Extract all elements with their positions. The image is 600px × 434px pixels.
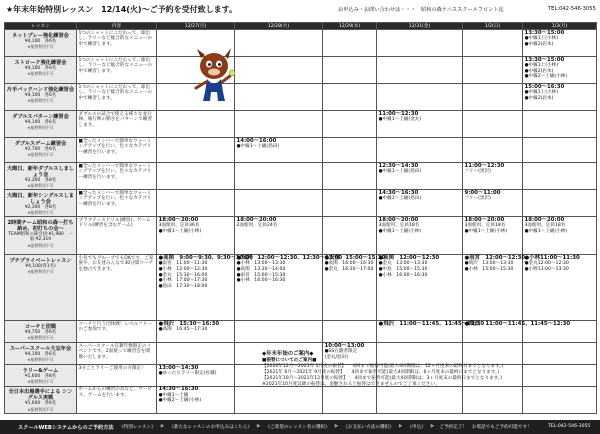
lesson-name: コーチと団戦 xyxy=(24,323,57,330)
session-line: ●高関 16:00～16:30 xyxy=(324,261,374,267)
session-line: (金丸/島田) xyxy=(324,355,349,361)
footer-label: スクールWEBシステムからのご予約方法 xyxy=(18,425,114,431)
session-line: ●小林 17:00～17:30 xyxy=(158,278,208,284)
lesson-cell xyxy=(5,190,77,217)
lesson-name: ダブルスパターン練習会 xyxy=(12,113,69,120)
lesson-price: ¥2,700 各6名 xyxy=(24,146,57,152)
session-cell xyxy=(157,163,235,190)
session-line: ●中級1上(小林) xyxy=(524,90,558,96)
session-line: ●金丸 13:00～13:30 xyxy=(378,261,428,267)
session-cell xyxy=(235,30,323,57)
session-line: 13:00～14:30 xyxy=(158,364,199,371)
lesson-price: ¥4,100 各6名 xyxy=(24,65,57,71)
lesson-description: ■全ったメンバーで簡単なウォーミングアップを行い、色々なカテゴリー練習を行います。 xyxy=(77,163,157,190)
lesson-price: ¥2,300 各8名 xyxy=(24,204,57,210)
session-cell[interactable] xyxy=(463,320,571,343)
header-row xyxy=(5,23,597,30)
lesson-note: ※振替利用不可 xyxy=(27,269,54,275)
header xyxy=(0,0,600,20)
session-cell[interactable] xyxy=(157,386,235,413)
lesson-price: ¥4,100 各6名 xyxy=(24,38,57,44)
step-apply[interactable]: 《申込》 xyxy=(407,425,426,430)
session-cell xyxy=(323,57,377,84)
column-header: 1/3(月) xyxy=(523,23,597,30)
session-line: ●小林 12:00～12:30 xyxy=(158,267,208,273)
lesson-price: ¥2,300 各8名 xyxy=(24,177,57,183)
session-line: ●高関 13:30～14:00 xyxy=(236,267,286,273)
session-line: 3面使用、定員18名 xyxy=(378,223,420,229)
lesson-cell xyxy=(5,386,77,413)
session-line: 3面使用、定員36名 xyxy=(158,223,200,229)
session-line: ●飛沢 15:30～16:30 xyxy=(158,320,220,327)
session-line: ●雨宮 15:00～15:30 xyxy=(236,272,286,278)
session-line: フリー(黒沢) xyxy=(464,196,491,202)
session-line: ●雨宮 11:00～11:30 xyxy=(158,261,208,267)
session-cell[interactable] xyxy=(235,254,343,321)
session-line: 18:00～20:00 xyxy=(378,216,419,223)
session-cell[interactable] xyxy=(235,138,323,163)
session-line: 10:00～13:00 xyxy=(324,342,365,349)
mascot-horn-right xyxy=(225,48,231,59)
mascot-snout xyxy=(208,69,220,76)
lesson-description: ダブルスの試合で使える様々な並行陣、雁行陣の動きをパターンで練習します。 xyxy=(77,111,157,138)
step-payment[interactable]: 《お支払い方法の選択》 xyxy=(343,425,394,430)
column-header: レッスン xyxy=(5,23,77,30)
session-line: ●高関 9:00～9:30、9:30～10:00 xyxy=(158,254,253,261)
session-cell xyxy=(463,138,523,163)
lesson-row xyxy=(5,30,597,57)
lesson-row xyxy=(5,84,597,111)
session-line: ●中島 15:00～15:30 xyxy=(378,267,428,273)
session-line: ●小林 16:00～16:30 xyxy=(236,278,286,284)
lesson-description: 3分ごとラリーご使用の方限定！ xyxy=(77,365,157,386)
session-cell xyxy=(323,190,377,217)
lesson-name: プチプライベートレッスン xyxy=(9,257,72,264)
lesson-row xyxy=(5,163,597,190)
lesson-price: ¥4,100 各6名 xyxy=(24,119,57,125)
lesson-note: ※振替利用不可 xyxy=(27,71,54,77)
lesson-description: 1つのショットにこだわって、球出し、ラリーなど総合的なメニューの中で練習します。 xyxy=(77,57,157,84)
session-cell[interactable] xyxy=(157,365,235,386)
session-line: ●中級2(岩本) xyxy=(524,95,554,101)
session-cell xyxy=(235,321,323,343)
session-cell xyxy=(463,111,523,138)
step-phone-note: お電話でもご予約可能です！ xyxy=(471,425,532,430)
session-cell[interactable] xyxy=(523,30,597,57)
session-cell xyxy=(235,57,323,84)
lesson-price: TEAM昭和の森会員:¥1,980 一般:¥2,310 xyxy=(8,231,73,243)
session-line: ●中級1～上級 xyxy=(158,392,189,398)
session-cell[interactable] xyxy=(157,254,253,321)
step-special-lesson[interactable]: 《特別レッスン》 xyxy=(119,425,156,430)
lesson-cell xyxy=(5,217,77,255)
info-subtitle: ■振替についてのご案内■ xyxy=(262,358,317,363)
lesson-name: 大晦日、新年シングルスしましょう会 xyxy=(7,192,74,205)
session-line: 18:00～20:00 xyxy=(236,216,277,223)
lesson-price: ¥4,100(各1名) xyxy=(25,263,56,269)
session-cell xyxy=(235,163,323,190)
session-line: ●中級1～上級(島田) xyxy=(378,169,422,175)
session-line: ●高関 16:45～17:30 xyxy=(158,327,208,333)
lesson-name: 大晦日、新年ダブルスしましょう会 xyxy=(6,165,75,178)
session-cell xyxy=(523,163,597,190)
session-cell xyxy=(463,30,523,57)
mascot-leg-left xyxy=(203,92,211,101)
session-cell[interactable] xyxy=(463,254,526,321)
session-line: ●中級2～上級(小林) xyxy=(524,74,568,80)
column-header: 12/27(月) xyxy=(157,23,235,30)
info-line: ※2021年10月度以降の振替は、退勤されると振替はできませんのでご了承ください。 xyxy=(262,382,440,387)
lesson-cell xyxy=(5,84,77,111)
mascot-leg-right xyxy=(217,92,225,101)
session-cell xyxy=(523,138,597,163)
step-new-lesson[interactable]: 《新たなレッスンのお申込みはこちら》 xyxy=(169,425,252,430)
session-cell xyxy=(323,111,377,138)
session-cell[interactable] xyxy=(463,217,523,255)
session-cell[interactable] xyxy=(463,190,523,217)
session-cell xyxy=(157,343,235,365)
session-line: ●中級1～上級(金丸) xyxy=(378,117,422,123)
contact-phone[interactable]: TEL:042-546-3055 xyxy=(548,6,596,12)
session-cell[interactable] xyxy=(377,163,463,190)
lesson-price: ¥4,750 各6名 xyxy=(24,329,57,335)
mascot-arm-left xyxy=(196,82,206,88)
session-cell xyxy=(523,190,597,217)
lesson-note: ※振替利用不可 xyxy=(27,44,54,50)
booking-steps xyxy=(118,424,533,430)
lesson-row xyxy=(5,321,597,343)
session-cell[interactable] xyxy=(523,57,597,84)
lesson-cell xyxy=(5,343,77,365)
session-line: ●中級1～上級(小林) xyxy=(524,229,568,235)
session-cell xyxy=(235,84,323,111)
session-cell xyxy=(463,84,523,111)
session-line: 3面使用、定員18名 xyxy=(524,223,566,229)
session-cell xyxy=(235,190,323,217)
lesson-name: 全日本出場選手による シングルス実戦 xyxy=(8,389,73,402)
lesson-description: ■全ったメンバーで簡単なウォーミングアップを行い、色々なカテゴリー練習を行います。 xyxy=(77,190,157,217)
step-complete: ご予約完了！ xyxy=(439,425,467,430)
lesson-row xyxy=(5,138,597,163)
session-line: ●小野13:00～13:30 xyxy=(524,267,569,273)
lesson-price: ¥4,100 各6名 xyxy=(24,92,57,98)
column-header: 1/2(日) xyxy=(463,23,523,30)
session-line: 12:30～14:30 xyxy=(378,162,419,169)
session-cell xyxy=(157,138,235,163)
session-cell xyxy=(323,217,377,255)
session-cell xyxy=(323,138,377,163)
lesson-name: ラリー&ゲーム xyxy=(22,367,59,374)
session-cell[interactable] xyxy=(377,190,463,217)
session-cell[interactable] xyxy=(377,217,463,255)
lesson-name: 2時間チーム昭和の森～打ち納め、初打ちの会～ xyxy=(7,219,74,232)
lesson-cell xyxy=(5,365,77,386)
column-header: 12/31(金) xyxy=(377,23,463,30)
lesson-description: 小包でもグループでもOKです。ご家族や、お友達みんなで30分間コーチを独占できます。 xyxy=(77,255,157,321)
session-line: ●中級1～上級(小林) xyxy=(158,229,202,235)
session-line: ●中級1～上級(島田) xyxy=(378,196,422,202)
mascot-horn-left xyxy=(197,49,205,58)
session-line: ●中級1～上級(小林) xyxy=(378,229,422,235)
mascot-arm-right xyxy=(222,76,230,82)
lesson-note: ※振替利用不可 xyxy=(27,357,54,363)
lesson-price: ¥1,600 各8名 xyxy=(24,373,57,379)
session-line: ●飛沢 13:00～13:30 xyxy=(464,261,514,267)
mascot-illustration xyxy=(190,46,236,104)
lesson-note: ※振替利用不可 xyxy=(27,406,54,412)
session-cell[interactable] xyxy=(157,217,235,255)
lesson-row xyxy=(5,255,597,321)
info-title: ◆年末年始のご案内◆ xyxy=(262,351,314,357)
session-line: 18:00～20:00 xyxy=(464,216,505,223)
lesson-name: 片手バックハンド強化練習会 xyxy=(6,86,75,93)
session-line: 3面使用、定員18名 xyxy=(464,223,506,229)
session-line: 13:30～15:00 xyxy=(524,29,565,36)
lesson-description: コーチと行う団体戦！レベルフリーのご参加です。 xyxy=(77,321,157,343)
lesson-cell xyxy=(5,163,77,190)
session-line: ●中級2(岩本) xyxy=(524,68,554,74)
lesson-name: スーパースクール大忘年会 xyxy=(9,345,72,352)
session-line: ●中級1上(小林) xyxy=(524,63,558,69)
session-cell xyxy=(377,84,463,111)
session-line: ●小林 13:00～13:30 xyxy=(236,261,286,267)
column-header: 12/29(水) xyxy=(323,23,377,30)
footer-phone[interactable]: TEL:042-546-3055 xyxy=(548,424,591,429)
session-cell xyxy=(377,57,463,84)
lesson-cell xyxy=(5,111,77,138)
session-line: ●雨宮 12:00～12:30 xyxy=(464,254,526,261)
column-header: 12/28(火) xyxy=(235,23,323,30)
info-line: 【2021年10月～2021年12月度の振替】 4回まで振替可能(最大4回期限は、3ヶ月度末の最終日までとなります。) xyxy=(262,376,502,381)
session-line: ●高関 12:00～12:30 xyxy=(378,254,440,261)
lesson-price: ¥4,100 各6名 xyxy=(24,351,57,357)
page-title: ★年末年始特別レッスン 12/14(火)～ご予約を受付致します。 xyxy=(6,5,237,14)
tennis-ball-icon xyxy=(229,70,235,76)
step-arrow-icon: ▶ xyxy=(334,424,339,429)
session-line: ●中級1～上級(島田) xyxy=(236,144,280,150)
session-line: ●中級1～上級(小林) xyxy=(464,229,508,235)
session-line: ●小林 16:00～16:30 xyxy=(378,272,428,278)
session-cell xyxy=(463,57,523,84)
session-line: 11:00～12:30 xyxy=(464,162,505,169)
session-cell xyxy=(323,84,377,111)
lesson-note: ※振替利用不可 xyxy=(27,152,54,158)
lesson-note: ※振替利用不可 xyxy=(27,335,54,341)
session-line: ●安部 15:00～15:30 xyxy=(324,254,386,261)
lesson-row xyxy=(5,217,597,255)
lesson-row xyxy=(5,111,597,138)
session-line: ●金丸12:00～12:30 xyxy=(524,261,569,267)
session-line: 13:30～15:00 xyxy=(524,56,565,63)
lesson-row xyxy=(5,57,597,84)
session-line: ●SS在籍者限定 xyxy=(324,349,358,355)
footer-bar xyxy=(0,420,600,434)
session-line: ●中級2～上級(小林) xyxy=(158,398,202,404)
session-line: 18:00～20:00 xyxy=(524,216,565,223)
lesson-note: ※振替利用不可 xyxy=(27,98,54,104)
lesson-cell xyxy=(5,321,77,343)
session-cell xyxy=(235,111,323,138)
session-cell[interactable] xyxy=(323,254,386,321)
info-line: 【2021年 6月～2021年 9月度の振替】 4回まで振替可能(最大4回期限は、6ヶ月度末の最終日までとなります。) xyxy=(262,370,500,375)
session-line: 14:30～16:30 xyxy=(158,386,199,393)
session-line: ●金丸 15:30～16:00 xyxy=(158,272,208,278)
mascot-pupil-right xyxy=(218,63,221,66)
lesson-note: ※振替利用不可 xyxy=(27,210,54,216)
session-line: 9:00～11:00 xyxy=(464,189,501,196)
info-section xyxy=(262,351,596,417)
session-line: ●飛沢 12:00～12:30、12:30～13:00 xyxy=(236,254,343,261)
session-line: 11:00～12:30 xyxy=(378,110,419,117)
step-arrow-icon: ▶ xyxy=(398,424,403,429)
lesson-description: プラクティスドリル(練習)、ゲームドリル(練習を含むゲーム) xyxy=(77,217,157,255)
session-line: ●ゆったりラリー限定(佐藤) xyxy=(158,371,217,377)
session-line: フリー(黒沢) xyxy=(464,169,491,175)
session-line: ●金丸 16:30～17:00 xyxy=(324,267,374,273)
session-cell[interactable] xyxy=(377,320,485,343)
step-arrow-icon: ▶ xyxy=(160,424,165,429)
session-line: ●飛沢 11:00～11:45、11:45～12:30 xyxy=(378,320,485,327)
session-cell[interactable] xyxy=(523,255,597,321)
session-cell xyxy=(377,30,463,57)
lesson-cell xyxy=(5,138,77,163)
session-cell xyxy=(323,30,377,57)
session-cell[interactable] xyxy=(523,84,597,111)
session-cell xyxy=(377,138,463,163)
lesson-description: スーパースクール在籍年数限定のイベントです。2面使って練習会を開催いたします。 xyxy=(77,343,157,365)
lesson-note: ※振替利用不可 xyxy=(27,243,54,249)
session-line: 18:00～20:00 xyxy=(158,216,199,223)
session-cell[interactable] xyxy=(377,111,463,138)
lesson-row xyxy=(5,190,597,217)
column-header: 内容 xyxy=(77,23,157,30)
session-cell xyxy=(323,321,377,343)
session-line: 14:00～16:00 xyxy=(236,137,277,144)
step-arrow-icon: ▶ xyxy=(256,424,261,429)
lesson-name: ストローク強化練習会 xyxy=(14,59,67,66)
lesson-note: ※振替利用不可 xyxy=(27,125,54,131)
step-select-lesson[interactable]: 《ご希望のレッスン名の選択》 xyxy=(265,425,330,430)
lesson-description: 1つのショットにこだわって、球出し、ラリーなど総合的なメニューの中で練習します。 xyxy=(77,84,157,111)
lesson-price: ¥1,600 各6名 xyxy=(24,401,57,407)
contact-text: お申込み・お問い合わせは・・・ 昭和の森テニススクールフロント迄 xyxy=(338,7,504,13)
session-cell xyxy=(323,163,377,190)
session-line: 2面使用、定員24名 xyxy=(236,223,278,229)
step-arrow-icon: ▶ xyxy=(430,424,435,429)
session-cell xyxy=(157,190,235,217)
lesson-description: ■全ったメンバーで簡単なウォーミングアップを行い、色々なカテゴリー練習を行います。 xyxy=(77,138,157,163)
session-line: ●飛沢 11:00～11:45、11:45～12:30 xyxy=(464,320,571,327)
mascot-pupil-left xyxy=(208,63,211,66)
lesson-name: ネットプレー強化練習会 xyxy=(12,32,69,39)
mascot-body xyxy=(205,79,223,92)
session-line: 15:00～16:30 xyxy=(524,83,565,90)
lesson-cell xyxy=(5,30,77,57)
lesson-description: ホームからの練習の為など、サービス、ゲームを行います。 xyxy=(77,386,157,413)
lesson-note: ※振替利用不可 xyxy=(27,379,54,385)
info-line: 【2020年12月～2021年 5月度の振替】 4回まで振替可能(最大4回期限は、12ヶ月度末の最終日までとなります。) xyxy=(262,364,504,369)
lesson-description: 1つのショットにこだわって、球出し、ラリーなど総合的なメニューの中で練習します。 xyxy=(77,30,157,57)
lesson-cell xyxy=(5,57,77,84)
lesson-cell xyxy=(5,255,77,321)
session-line: ●島田 17:30～18:00 xyxy=(158,283,208,289)
session-cell[interactable] xyxy=(235,217,323,255)
session-line: ●小林 15:00～15:30 xyxy=(464,267,514,273)
session-cell xyxy=(157,111,235,138)
session-cell xyxy=(523,111,597,138)
session-line: ●中級2(岩本) xyxy=(524,41,554,47)
session-cell[interactable] xyxy=(157,321,235,343)
session-line: 14:30～16:30 xyxy=(378,189,419,196)
lesson-name: ダブルスゲーム練習会 xyxy=(14,140,67,147)
session-line: ●小林11:00～11:30 xyxy=(524,254,580,261)
session-cell[interactable] xyxy=(377,255,463,321)
lesson-note: ※振替利用不可 xyxy=(27,183,54,189)
session-cell[interactable] xyxy=(523,217,597,255)
session-line: ●中級1上(小林) xyxy=(524,36,558,42)
session-cell[interactable] xyxy=(463,163,523,190)
